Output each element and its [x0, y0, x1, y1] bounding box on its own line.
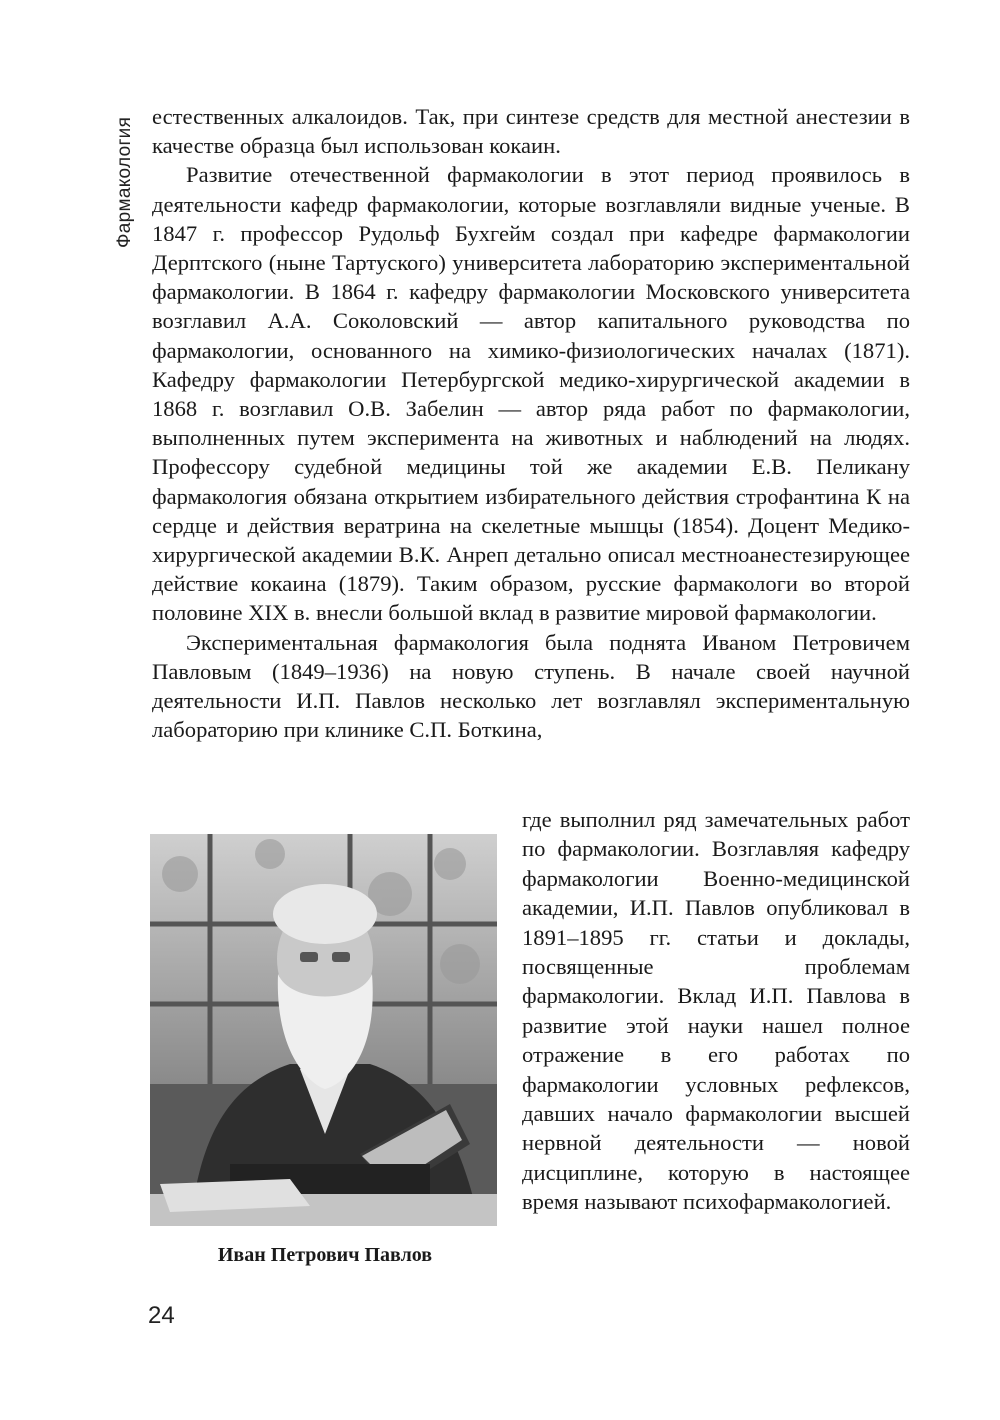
paragraph-pavlov-continued: где выполнил ряд замечательных работ по фармакологии. Возглавляя кафедру фармакологии Военно-медицинской академии, И.П. Павлов опубликовал в 1891–1895 гг. статьи и доклады, посвященные проблемам фармакологии. Вклад И.П. Павлова в развитие этой науки нашел полное отражение в его работах по фармакологии условных рефлексов, давших начало фармакологии высшей нервной деятельности — новой дисциплине, которую в настоящее время называют психофармакологией. — [522, 807, 910, 1215]
page-number: 24 — [148, 1302, 175, 1329]
figure-caption: Иван Петрович Павлов — [217, 1244, 433, 1266]
paragraph-continuation: естественных алкалоидов. Так, при синтезе средств для местной анестезии в качестве образца был использован кокаин. — [152, 104, 910, 159]
main-text — [152, 102, 910, 744]
paragraph-history: Развитие отечественной фармакологии в этот период проявилось в деятельности кафедр фармакологии, которые возглавляли видные ученые. В 1847 г. профессор Рудольф Бухгейм создал при кафедре фармакологии Дерптского (ныне Тартуского) университета лабораторию экспериментальной фармакологии. В 1864 г. кафедру фармакологии Московского университета возглавил А.А. Соколовский — автор капитального руководства по фармакологии, основанного на химико-физиологических началах (1871). Кафедру фармакологии Петербургской медико-хирургической академии в 1868 г. возглавил О.В. Забелин — автор ряда работ по фармакологии, выполненных путем эксперимента на животных и наблюдений на людях. Профессору судебной медицины той же академии Е.В. Пеликану фармакология обязана открытием избирательного действия строфантина К на сердце и действия вератрина на скелетные мышцы (1854). Доцент Медико-хирургической академии В.К. Анреп детально описал местноанестезирующее действие кокаина (1879). Таким образом, русские фармакологи во второй половине XIX в. внесли большой вклад в развитие мировой фармакологии. — [152, 162, 910, 626]
pavlov-portrait — [150, 834, 497, 1226]
section-title: Фармакология — [114, 116, 135, 248]
paragraph-pavlov: Экспериментальная фармакология была поднята Иваном Петровичем Павловым (1849–1936) на новую ступень. В начале своей научной деятельности И.П. Павлов несколько лет возглавлял экспериментальную лабораторию при клинике С.П. Боткина, — [152, 629, 910, 743]
